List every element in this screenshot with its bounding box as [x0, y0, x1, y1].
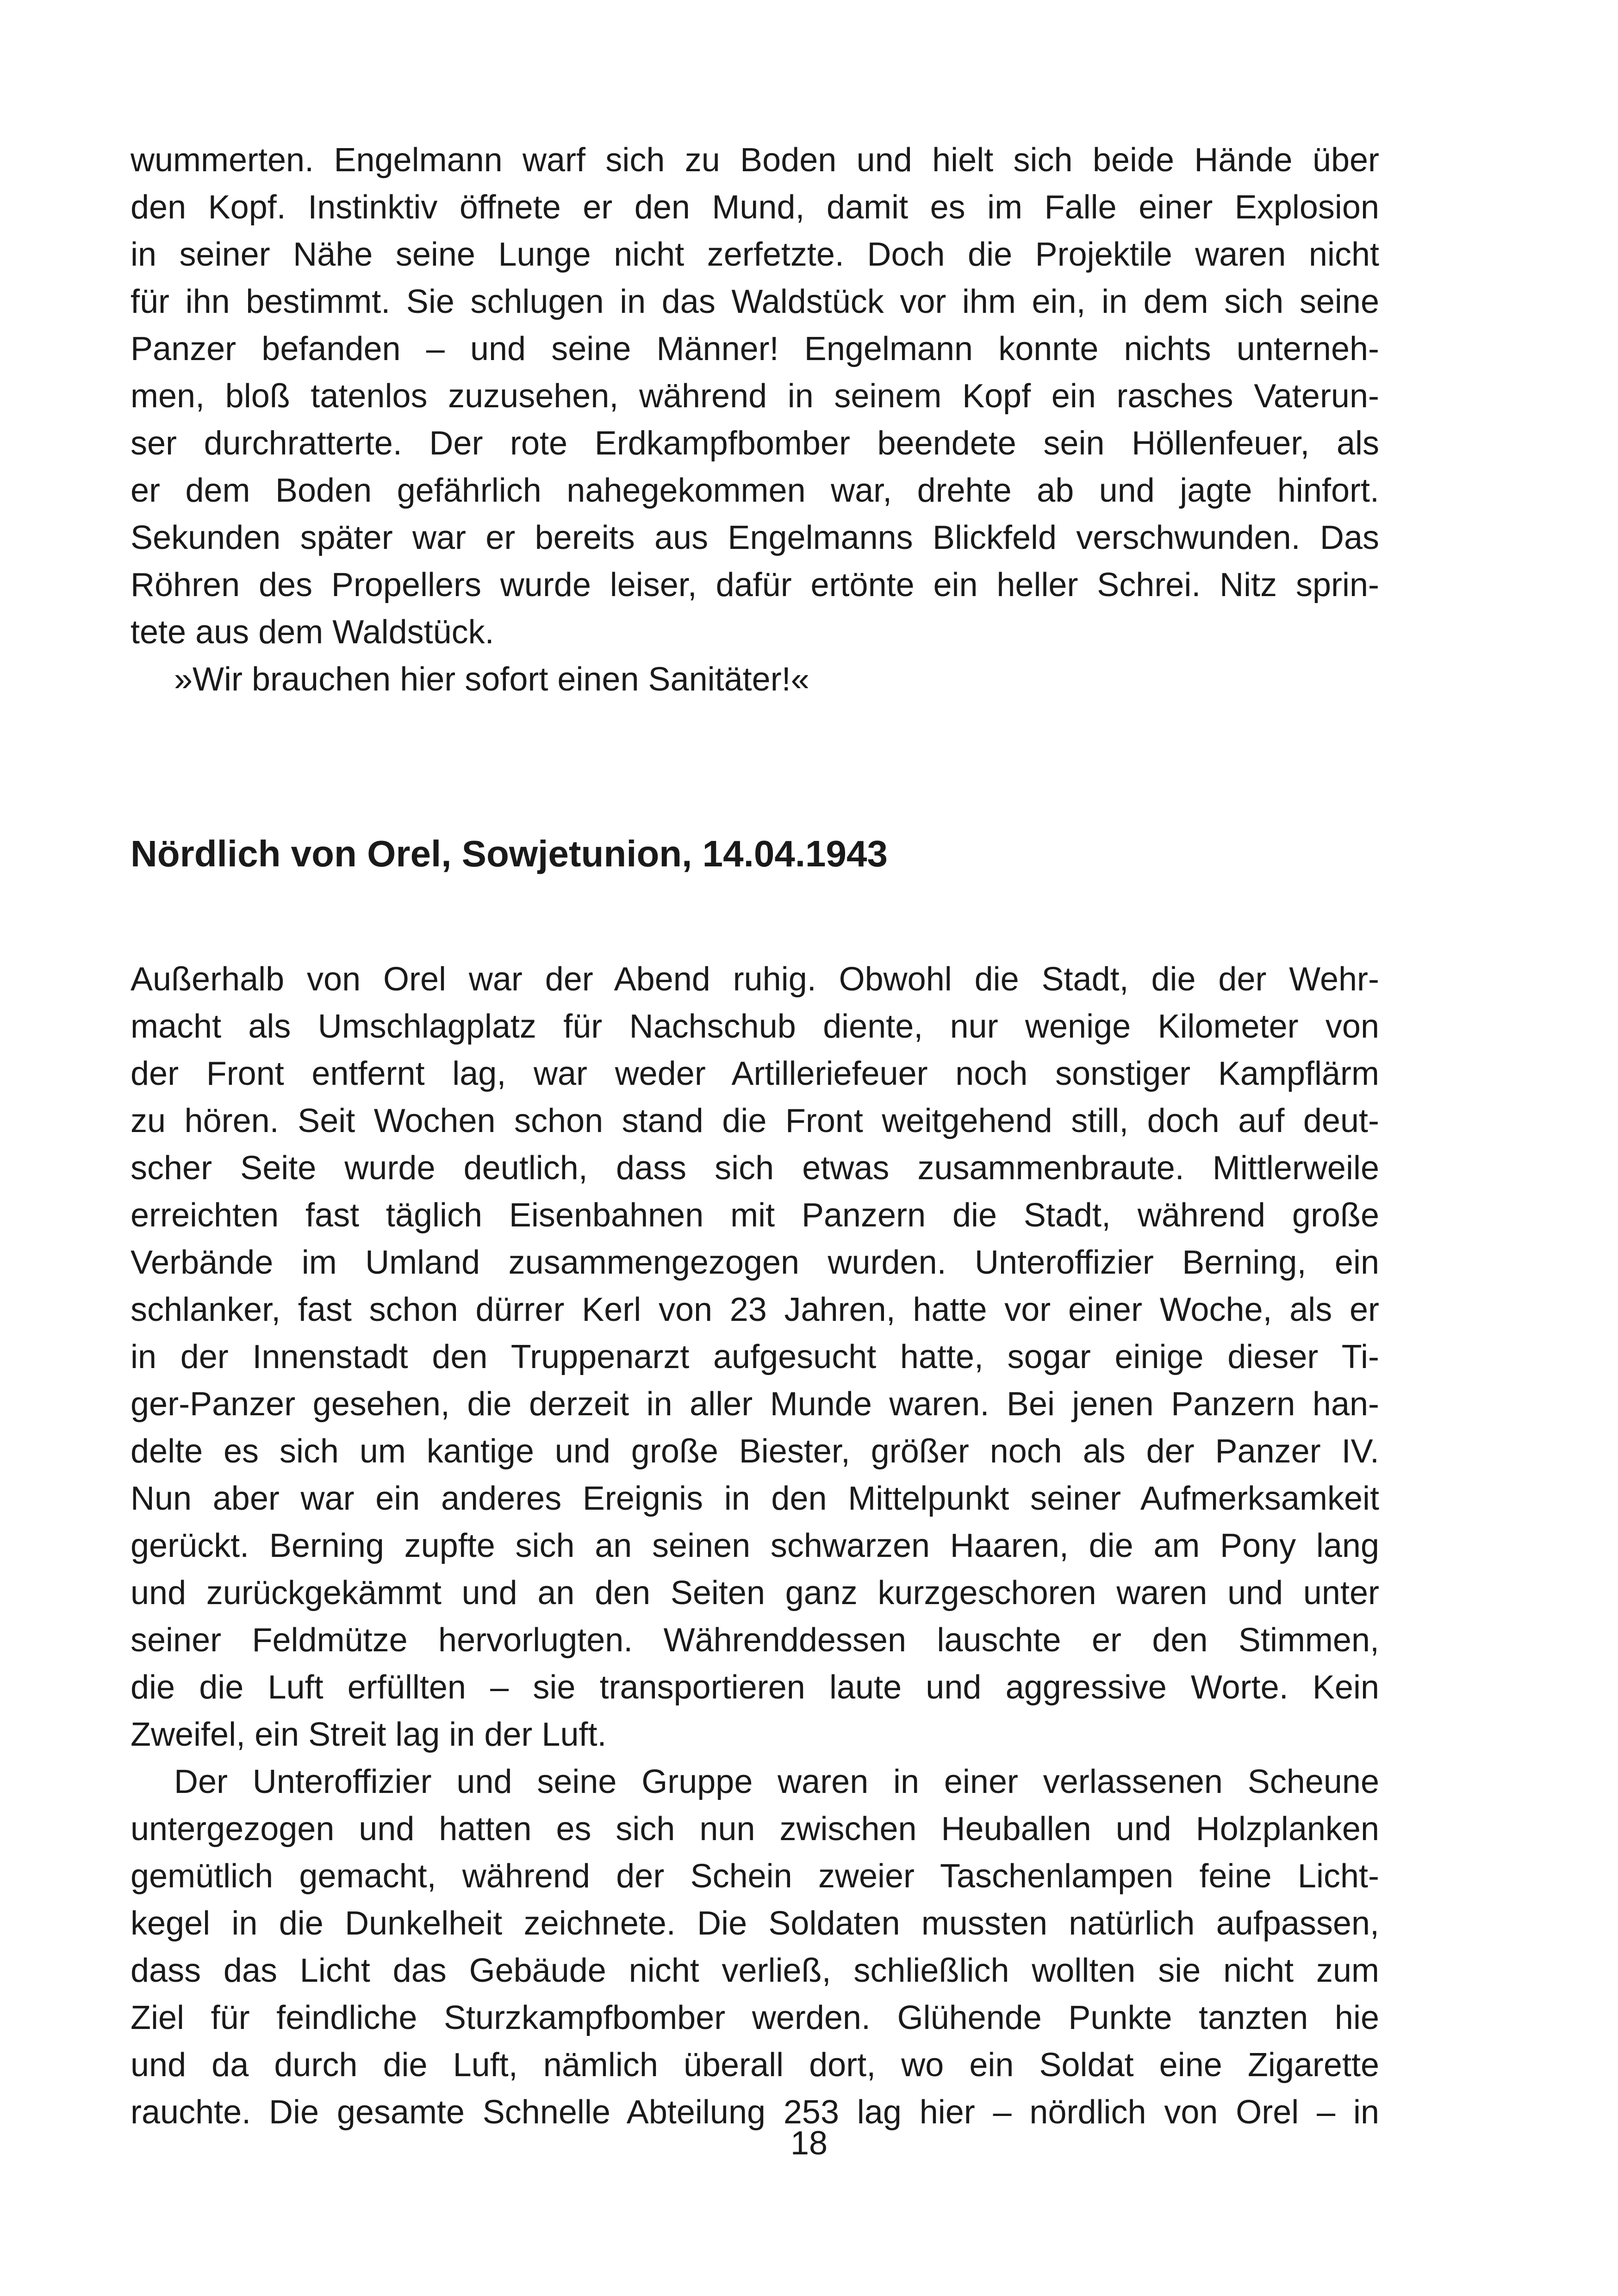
text-line: erreichten fast täglich Eisenbahnen mit Panzern die Stadt, während große — [131, 1197, 1379, 1234]
text-line: Der Unteroffizier und seine Gruppe waren in einer verlassenen Scheune — [174, 1763, 1379, 1800]
text-line: ger-Panzer gesehen, die derzeit in aller Munde waren. Bei jenen Panzern han- — [131, 1386, 1379, 1423]
text-line: den Kopf. Instinktiv öffnete er den Mund, damit es im Falle einer Explosion — [131, 189, 1379, 226]
text-line: Sekunden später war er bereits aus Engelmanns Blickfeld verschwunden. Das — [131, 519, 1379, 556]
text-line: scher Seite wurde deutlich, dass sich etwas zusammenbraute. Mittlerweile — [131, 1150, 1379, 1187]
text-line: Verbände im Umland zusammengezogen wurden. Unteroffizier Berning, ein — [131, 1244, 1379, 1281]
text-line: macht als Umschlagplatz für Nachschub diente, nur wenige Kilometer von — [131, 1008, 1379, 1045]
text-line: die die Luft erfüllten – sie transportieren laute und aggressive Worte. Kein — [131, 1669, 1379, 1706]
text-line: er dem Boden gefährlich nahegekommen war, drehte ab und jagte hinfort. — [131, 472, 1379, 509]
page-number: 18 — [790, 2125, 828, 2162]
text-line: in seiner Nähe seine Lunge nicht zerfetzte. Doch die Projektile waren nicht — [131, 236, 1379, 273]
text-line: in der Innenstadt den Truppenarzt aufgesucht hatte, sogar einige dieser Ti- — [131, 1338, 1379, 1375]
text-line: gerückt. Berning zupfte sich an seinen schwarzen Haaren, die am Pony lang — [131, 1527, 1379, 1564]
text-line: und da durch die Luft, nämlich überall dort, wo ein Soldat eine Zigarette — [131, 2047, 1379, 2084]
text-line: Außerhalb von Orel war der Abend ruhig. Obwohl die Stadt, die der Wehr- — [131, 961, 1379, 998]
text-line: dass das Licht das Gebäude nicht verließ, schließlich wollten sie nicht zum — [131, 1952, 1379, 1989]
text-line: men, bloß tatenlos zuzusehen, während in seinem Kopf ein rasches Vaterun- — [131, 378, 1379, 415]
text-line: wummerten. Engelmann warf sich zu Boden und hielt sich beide Hände über — [131, 142, 1379, 179]
text-line: delte es sich um kantige und große Biester, größer noch als der Panzer IV. — [131, 1433, 1379, 1470]
text-line: gemütlich gemacht, während der Schein zweier Taschenlampen feine Licht- — [131, 1858, 1379, 1895]
text-line: kegel in die Dunkelheit zeichnete. Die Soldaten mussten natürlich aufpassen, — [131, 1905, 1379, 1942]
text-line: zu hören. Seit Wochen schon stand die Front weitgehend still, doch auf deut- — [131, 1102, 1379, 1139]
text-line: Panzer befanden – und seine Männer! Engelmann konnte nichts unterneh- — [131, 330, 1379, 367]
text-line: und zurückgekämmt und an den Seiten ganz kurzgeschoren waren und unter — [131, 1574, 1379, 1612]
text-line: ser durchratterte. Der rote Erdkampfbomber beendete sein Höllenfeuer, als — [131, 425, 1379, 462]
text-line: Zweifel, ein Streit lag in der Luft. — [131, 1716, 607, 1753]
text-line: der Front entfernt lag, war weder Artilleriefeuer noch sonstiger Kampflärm — [131, 1055, 1379, 1092]
text-line: untergezogen und hatten es sich nun zwischen Heuballen und Holzplanken — [131, 1811, 1379, 1848]
text-line: rauchte. Die gesamte Schnelle Abteilung 253 lag hier – nördlich von Orel – in — [131, 2094, 1379, 2131]
text-line: für ihn bestimmt. Sie schlugen in das Waldstück vor ihm ein, in dem sich seine — [131, 283, 1379, 320]
text-line: Ziel für feindliche Sturzkampfbomber werden. Glühende Punkte tanzten hie — [131, 1999, 1379, 2036]
top-paragraph — [131, 137, 1379, 703]
chapter-heading: Nördlich von Orel, Sowjetunion, 14.04.1943 — [131, 833, 888, 874]
text-line: Röhren des Propellers wurde leiser, dafür ertönte ein heller Schrei. Nitz sprin- — [131, 566, 1379, 604]
text-line: tete aus dem Waldstück. — [131, 614, 494, 651]
dialogue-line: »Wir brauchen hier sofort einen Sanitäter!« — [174, 661, 809, 698]
main-text — [131, 956, 1379, 2136]
text-line: Nun aber war ein anderes Ereignis in den Mittelpunkt seiner Aufmerksamkeit — [131, 1480, 1379, 1517]
text-line: seiner Feldmütze hervorlugten. Währenddessen lauschte er den Stimmen, — [131, 1622, 1379, 1659]
text-line: schlanker, fast schon dürrer Kerl von 23 Jahren, hatte vor einer Woche, als er — [131, 1291, 1379, 1328]
